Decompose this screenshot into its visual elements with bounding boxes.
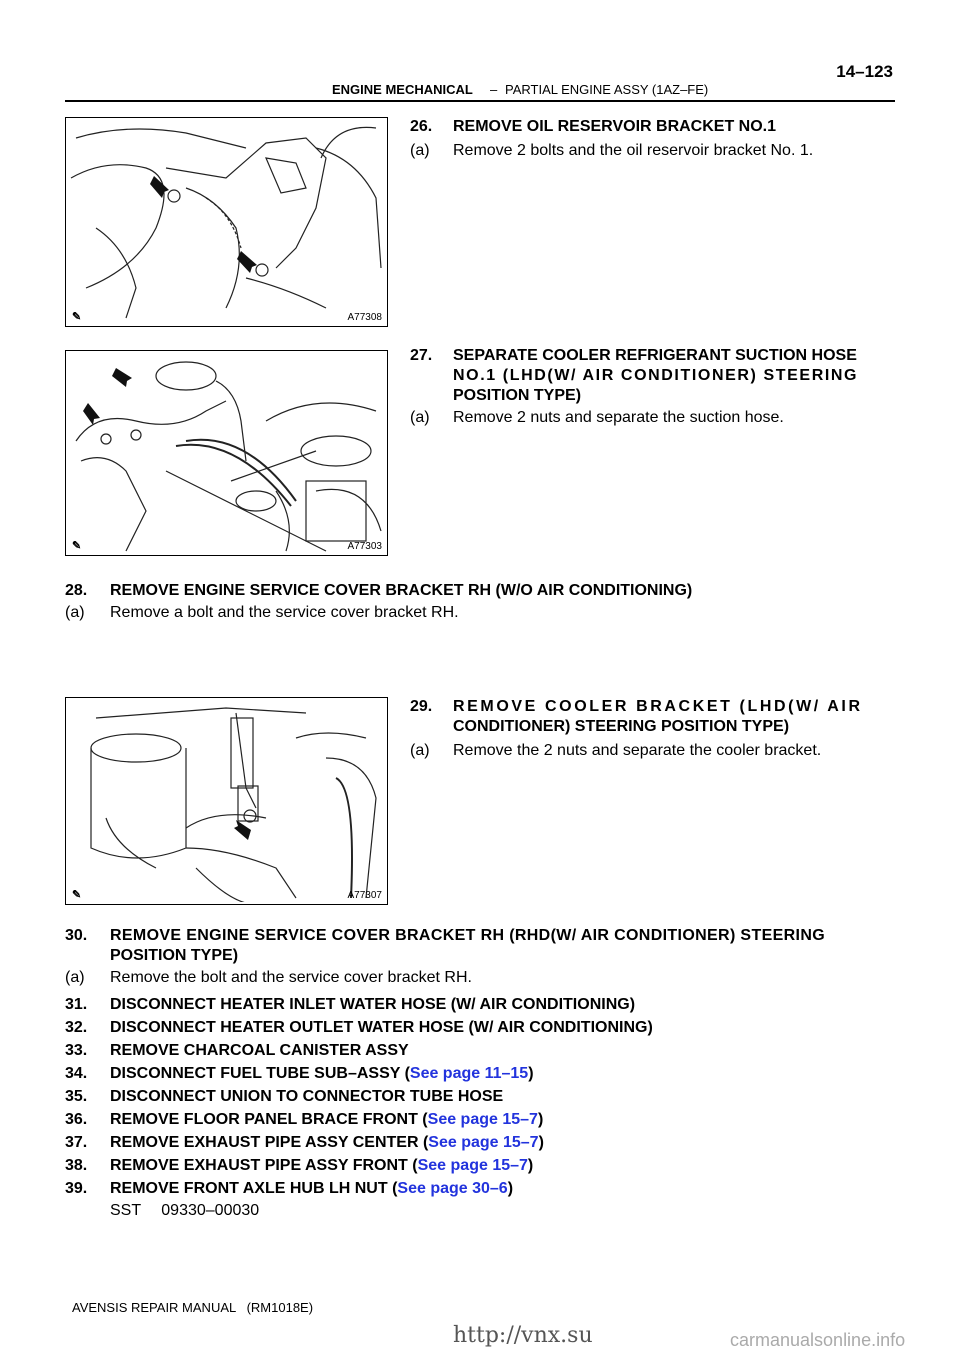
- substep-label: (a): [410, 409, 430, 426]
- page-reference-link[interactable]: See page 30–6: [397, 1180, 508, 1197]
- header-rule: [65, 100, 895, 102]
- figure-marker-icon: ✎: [72, 311, 82, 323]
- watermark-carmanuals[interactable]: carmanualsonline.info: [730, 1330, 906, 1350]
- step-number: 35.: [65, 1088, 88, 1105]
- step-number: 38.: [65, 1157, 88, 1174]
- step-34: [65, 1064, 895, 1084]
- step-number: 37.: [65, 1134, 88, 1151]
- step-title-text: REMOVE EXHAUST PIPE ASSY FRONT (: [110, 1157, 418, 1174]
- engine-illustration: [66, 698, 386, 902]
- step-number: 32.: [65, 1019, 88, 1036]
- step-number: 39.: [65, 1180, 88, 1197]
- step-title: DISCONNECT HEATER INLET WATER HOSE (W/ AIR CONDITIONING): [110, 996, 636, 1013]
- step-number: 27.: [410, 347, 433, 364]
- substep-text: Remove 2 bolts and the oil reservoir bracket No. 1.: [453, 142, 814, 159]
- substep-label: (a): [65, 969, 85, 986]
- step-number: 31.: [65, 996, 88, 1013]
- step-title: [110, 1157, 533, 1174]
- step-30: [65, 926, 895, 988]
- step-title: [110, 1111, 543, 1128]
- header-subsection: PARTIAL ENGINE ASSY (1AZ–FE): [505, 82, 709, 97]
- header-section: ENGINE MECHANICAL: [332, 82, 473, 97]
- step-title-line-2: POSITION TYPE): [110, 947, 239, 964]
- substep-text: Remove the 2 nuts and separate the cooler bracket.: [453, 742, 822, 759]
- page-reference-link[interactable]: See page 15–7: [427, 1111, 538, 1128]
- page-reference-link[interactable]: See page 15–7: [417, 1157, 528, 1174]
- step-38: [65, 1156, 895, 1176]
- figure-a77303: [65, 350, 388, 556]
- figure-id: A77307: [347, 890, 382, 901]
- step-title: [110, 1180, 513, 1197]
- step-title-line-3: POSITION TYPE): [453, 387, 582, 404]
- step-title: REMOVE OIL RESERVOIR BRACKET NO.1: [453, 118, 777, 135]
- figure-marker-icon: ✎: [72, 889, 82, 901]
- sst-line: [110, 1201, 895, 1221]
- step-27: [410, 346, 895, 428]
- page-reference-link[interactable]: See page 15–7: [428, 1134, 539, 1151]
- step-title-line-2: NO.1 (LHD(W/ AIR CONDITIONER) STEERING: [453, 367, 859, 384]
- step-number: 30.: [65, 927, 88, 944]
- step-29: [410, 697, 895, 761]
- step-33: [65, 1041, 895, 1061]
- page-header: [65, 62, 895, 100]
- step-title: DISCONNECT HEATER OUTLET WATER HOSE (W/ AIR CONDITIONING): [110, 1019, 653, 1036]
- footer-manual: AVENSIS REPAIR MANUAL (RM1018E): [72, 1300, 314, 1315]
- substep-label: (a): [65, 604, 85, 621]
- step-title-text: DISCONNECT FUEL TUBE SUB–ASSY (: [110, 1065, 410, 1082]
- step-36: [65, 1110, 895, 1130]
- step-number: 28.: [65, 582, 88, 599]
- step-39: [65, 1179, 895, 1221]
- step-number: 36.: [65, 1111, 88, 1128]
- step-number: 26.: [410, 118, 433, 135]
- page-reference-link[interactable]: See page 11–15: [409, 1065, 529, 1082]
- figure-id: A77303: [347, 541, 382, 552]
- step-number: 34.: [65, 1065, 88, 1082]
- page-number: 14–123: [836, 62, 893, 81]
- figure-marker-icon: ✎: [72, 540, 82, 552]
- step-title-close: ): [527, 1157, 534, 1174]
- watermark-vnx[interactable]: http://vnx.su: [453, 1323, 593, 1348]
- sst-label: SST: [110, 1202, 141, 1219]
- step-number: 33.: [65, 1042, 88, 1059]
- step-title: [110, 1065, 534, 1082]
- step-title-text: REMOVE FLOOR PANEL BRACE FRONT (: [110, 1111, 428, 1128]
- step-35: [65, 1087, 895, 1107]
- step-title-close: ): [538, 1134, 544, 1151]
- engine-illustration: [66, 118, 386, 324]
- sst-value: 09330–00030: [161, 1202, 260, 1219]
- step-title: DISCONNECT UNION TO CONNECTOR TUBE HOSE: [110, 1088, 504, 1105]
- step-28: [65, 581, 895, 623]
- step-title-close: ): [528, 1065, 534, 1082]
- step-title-line-1: REMOVE ENGINE SERVICE COVER BRACKET RH (RHD(W/ AIR CONDITIONER) STEERING: [110, 927, 826, 944]
- step-32: [65, 1018, 895, 1038]
- step-title-line-1: SEPARATE COOLER REFRIGERANT SUCTION HOSE: [453, 347, 857, 364]
- step-26: [410, 117, 895, 161]
- step-title-line-1: REMOVE COOLER BRACKET (LHD(W/ AIR: [453, 698, 863, 715]
- step-title-text: REMOVE EXHAUST PIPE ASSY CENTER (: [110, 1134, 429, 1151]
- substep-label: (a): [410, 142, 430, 159]
- step-31: [65, 995, 895, 1015]
- step-title-close: ): [507, 1180, 514, 1197]
- engine-illustration: [66, 351, 386, 553]
- figure-a77307: [65, 697, 388, 905]
- step-title-close: ): [537, 1111, 544, 1128]
- substep-text: Remove 2 nuts and separate the suction hose.: [453, 409, 784, 426]
- substep-text: Remove a bolt and the service cover bracket RH.: [110, 604, 459, 621]
- figure-a77308: [65, 117, 388, 327]
- substep-text: Remove the bolt and the service cover bracket RH.: [110, 969, 472, 986]
- substep-label: (a): [410, 742, 430, 759]
- figure-id: A77308: [347, 312, 382, 323]
- header-separator: –: [490, 82, 498, 97]
- step-title: REMOVE CHARCOAL CANISTER ASSY: [110, 1042, 409, 1059]
- step-title: REMOVE ENGINE SERVICE COVER BRACKET RH (W/O AIR CONDITIONING): [110, 582, 693, 599]
- step-number: 29.: [410, 698, 433, 715]
- step-37: [65, 1133, 895, 1153]
- step-title-line-2: CONDITIONER) STEERING POSITION TYPE): [453, 718, 790, 735]
- step-title-text: REMOVE FRONT AXLE HUB LH NUT (: [110, 1180, 398, 1197]
- step-title: [110, 1134, 544, 1151]
